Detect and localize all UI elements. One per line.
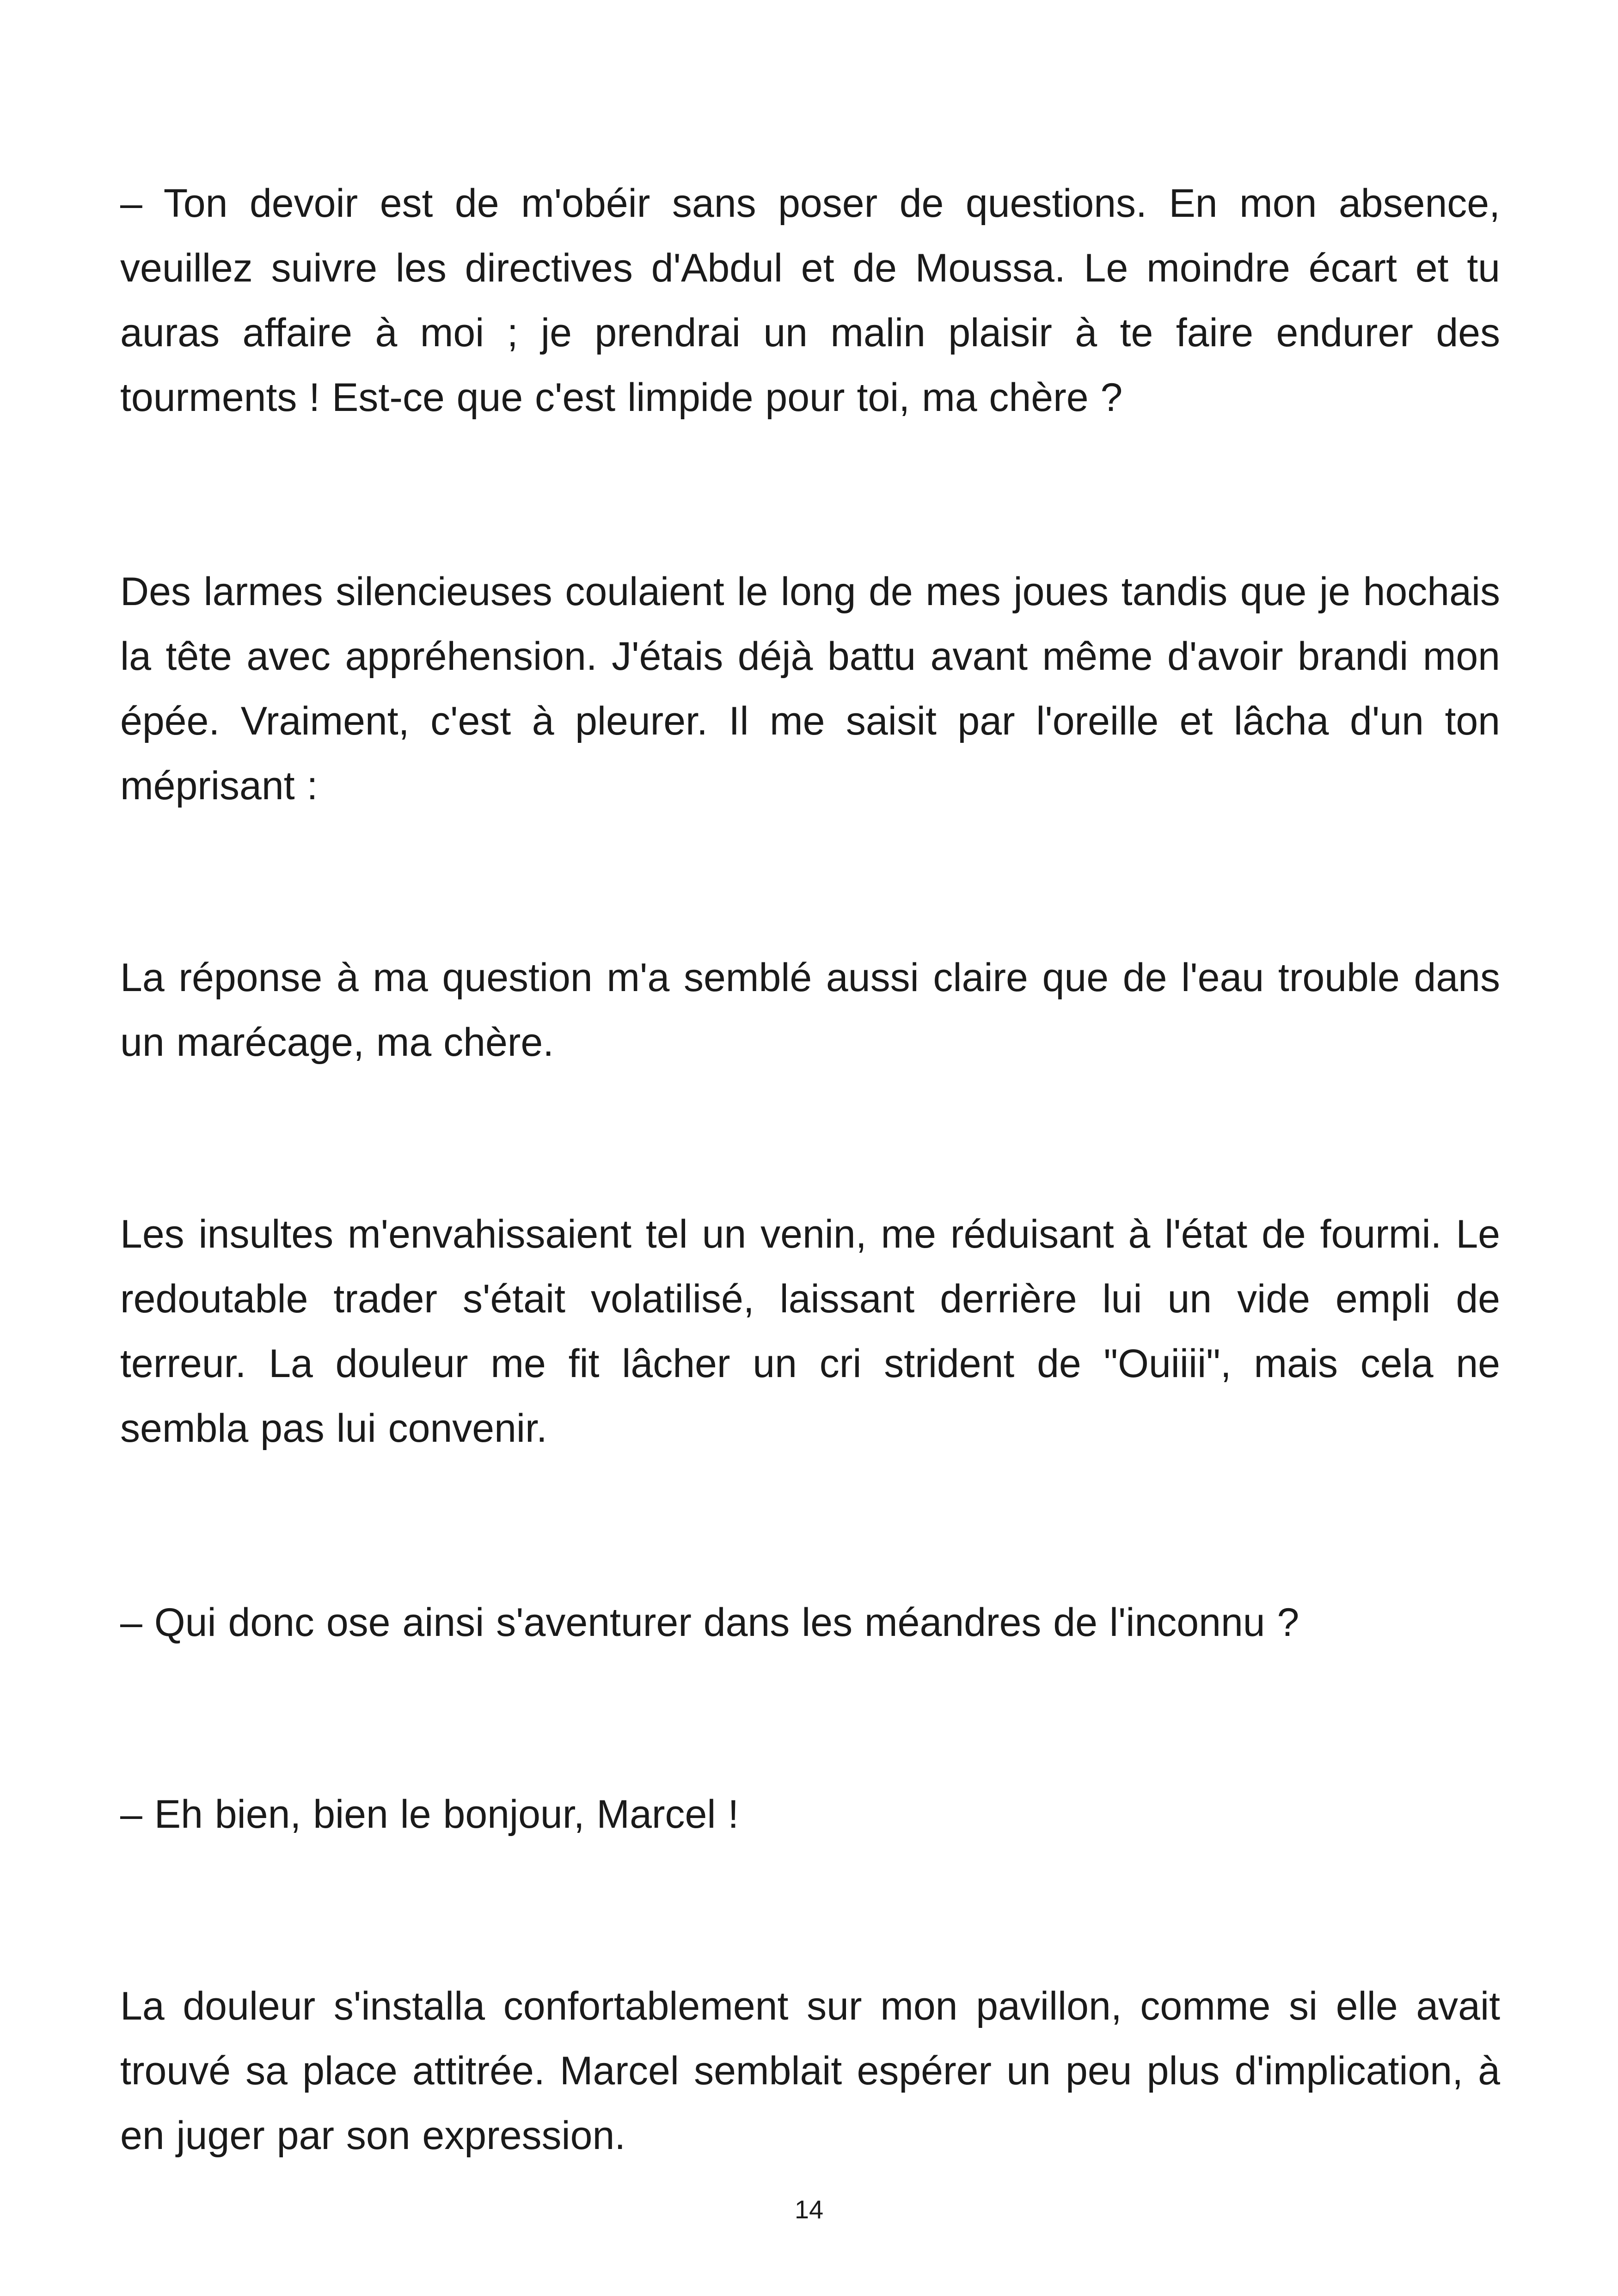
paragraph-2: Des larmes silencieuses coulaient le long de mes joues tandis que je hochais la tête avec appréhension. J'étais déjà battu avant même d'avoir brandi mon épée. Vraiment, c'est à pleurer. Il me saisit par l'oreille et lâcha d'un ton méprisant : bbox=[120, 569, 1500, 808]
page-number: 14 bbox=[794, 2195, 824, 2224]
paragraph-1: – Ton devoir est de m'obéir sans poser de questions. En mon absence, veuillez suivre les directives d'Abdul et de Moussa. Le moindre écart et tu auras affaire à moi ; je prendrai un malin plaisir à te faire endurer des tourments ! Est-ce que c'est limpide pour toi, ma chère ? bbox=[120, 181, 1500, 420]
paragraph-7: La douleur s'installa confortablement sur mon pavillon, comme si elle avait trouvé sa place attitrée. Marcel semblait espérer un peu plus d'implication, à en juger par son expression. bbox=[120, 1984, 1500, 2158]
paragraph-5: – Qui donc ose ainsi s'aventurer dans les méandres de l'inconnu ? bbox=[120, 1600, 1299, 1645]
paragraph-4: Les insultes m'envahissaient tel un venin, me réduisant à l'état de fourmi. Le redoutable trader s'était volatilisé, laissant derrière lui un vide empli de terreur. La douleur me fit lâcher un cri strident de "Ouiiii", mais cela ne sembla pas lui convenir. bbox=[120, 1212, 1500, 1451]
paragraph-3: La réponse à ma question m'a semblé aussi claire que de l'eau trouble dans un marécage, ma chère. bbox=[120, 955, 1500, 1065]
paragraph-6: – Eh bien, bien le bonjour, Marcel ! bbox=[120, 1792, 739, 1837]
